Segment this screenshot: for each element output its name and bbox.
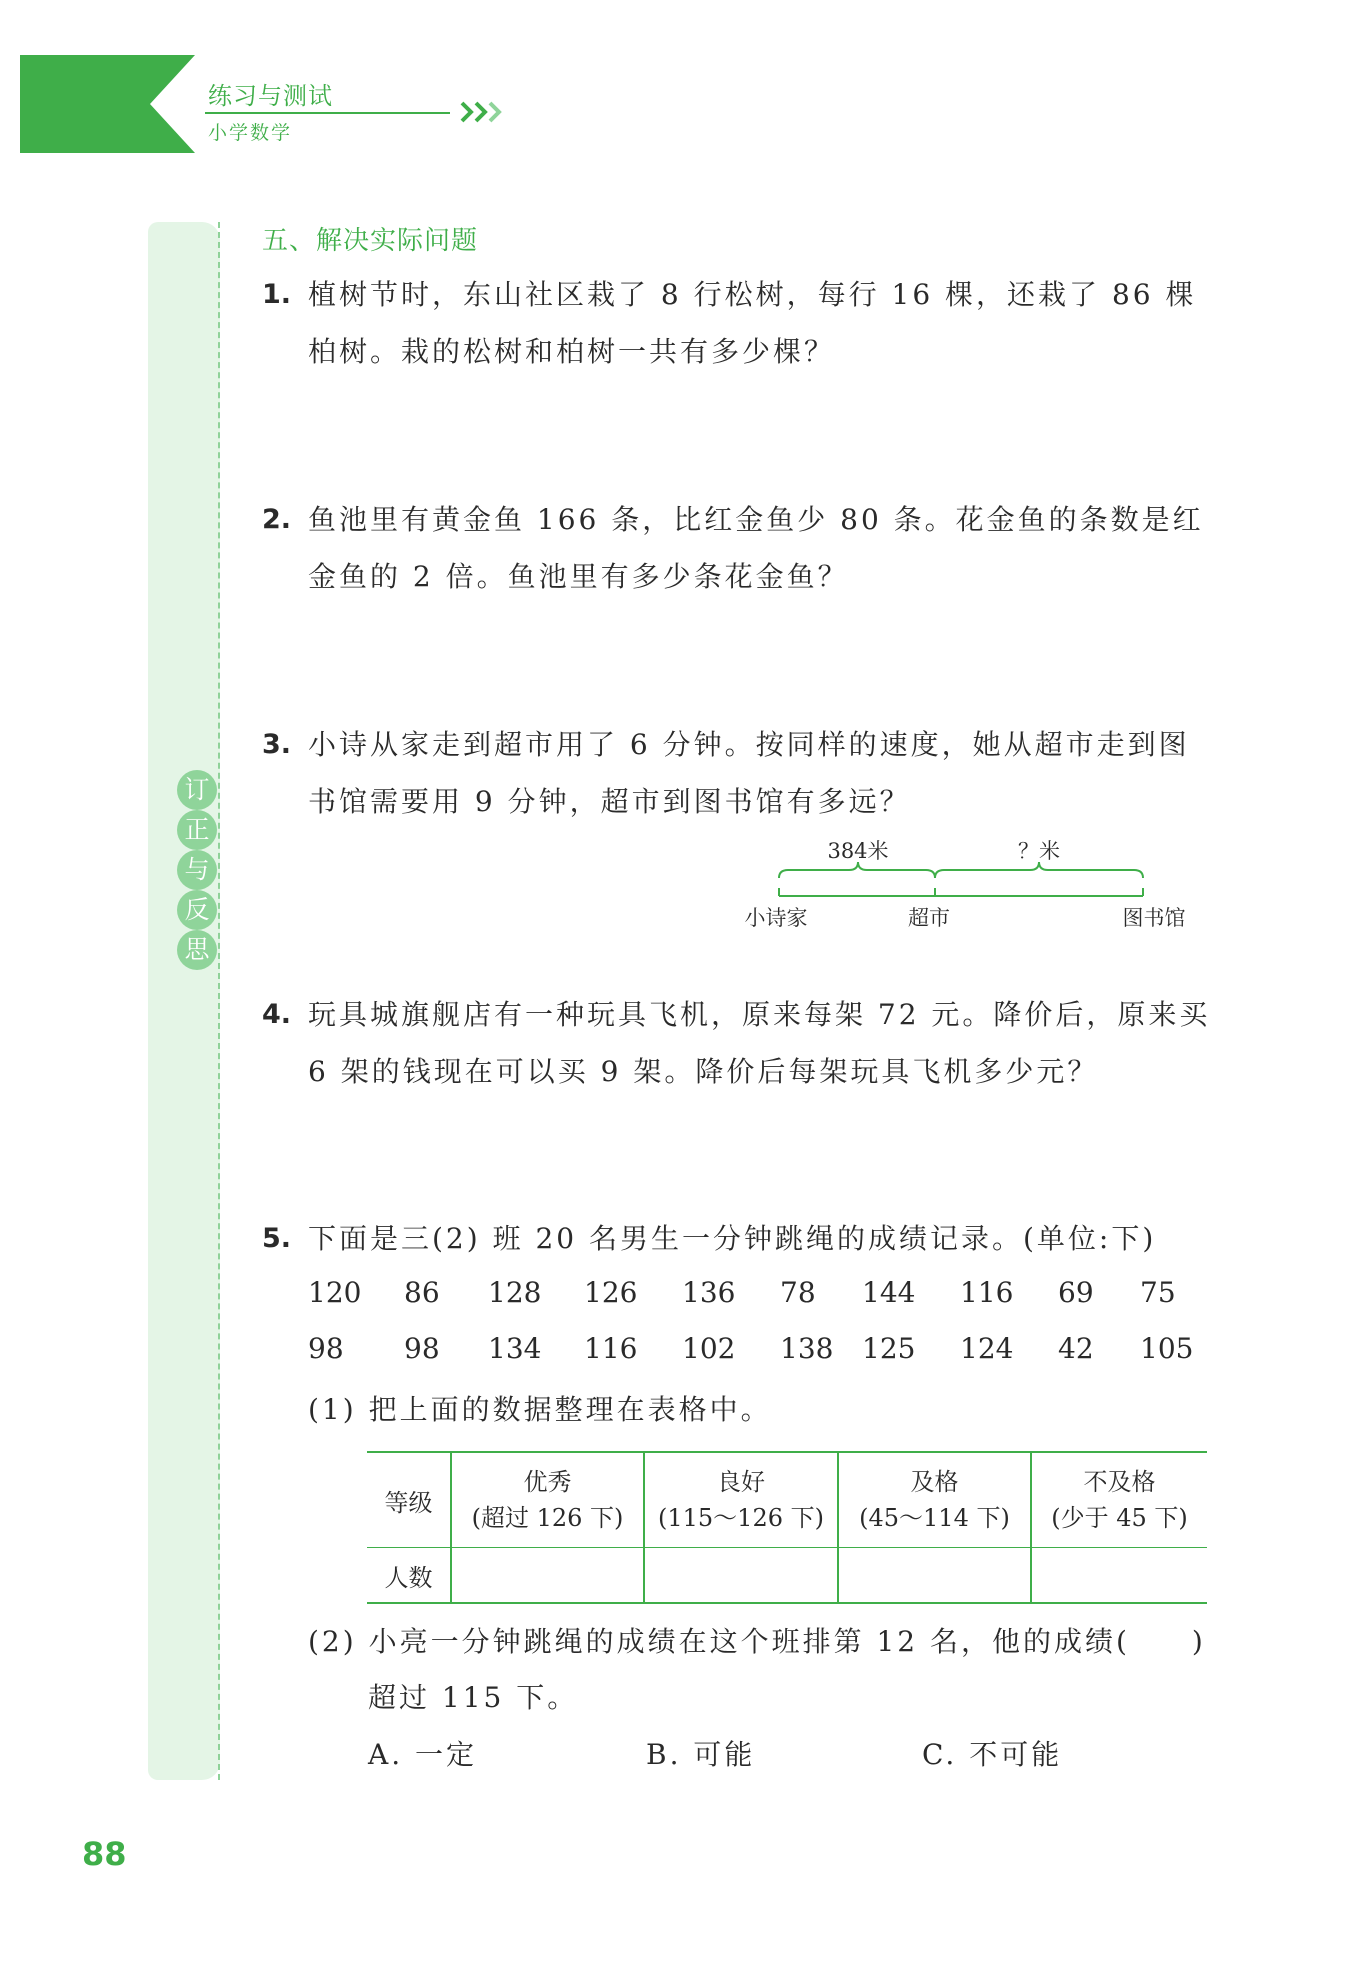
grade-table bbox=[367, 1451, 1207, 1604]
side-label-char: 反 bbox=[177, 890, 217, 930]
grade-range: (少于 45 下) bbox=[1051, 1504, 1188, 1532]
side-margin-band bbox=[148, 222, 220, 1780]
header-banner bbox=[20, 55, 195, 153]
score-value: 136 bbox=[682, 1276, 736, 1309]
score-value: 128 bbox=[488, 1276, 542, 1309]
diagram-point-market: 超市 bbox=[908, 906, 950, 930]
section-title: 五、解决实际问题 bbox=[262, 226, 479, 256]
sub-question-1: (1) 把上面的数据整理在表格中。 bbox=[308, 1393, 772, 1426]
header-subtitle: 小学数学 bbox=[208, 122, 293, 144]
diagram-point-library: 图书馆 bbox=[1122, 906, 1186, 930]
header-rule bbox=[205, 112, 450, 114]
correction-reflection-label bbox=[177, 770, 219, 970]
page-number: 88 bbox=[82, 1835, 127, 1873]
grade-range: (115～126 下) bbox=[658, 1504, 824, 1532]
score-value: 102 bbox=[682, 1332, 736, 1365]
diagram-label-left: 384米 bbox=[827, 839, 889, 863]
problem-text: 下面是三(2) 班 20 名男生一分钟跳绳的成绩记录。(单位:下) bbox=[308, 1222, 1157, 1255]
problem-number: 1. bbox=[262, 279, 292, 310]
side-label-char: 与 bbox=[177, 850, 217, 890]
score-value: 125 bbox=[862, 1332, 916, 1365]
diagram-point-home: 小诗家 bbox=[744, 906, 808, 930]
grade-fail bbox=[1031, 1452, 1207, 1548]
count-cell-excellent[interactable] bbox=[451, 1548, 644, 1604]
count-cell-good[interactable] bbox=[644, 1548, 838, 1604]
header-title: 练习与测试 bbox=[208, 82, 333, 110]
grade-name: 优秀 bbox=[523, 1468, 572, 1496]
diagram-label-right: ？米 bbox=[1018, 839, 1060, 863]
problem-3 bbox=[262, 716, 1212, 830]
problem-text: 植树节时，东山社区栽了 8 行松树，每行 16 棵，还栽了 86 棵柏树。栽的松树和柏树一共有多少棵？ bbox=[308, 278, 1197, 368]
side-label-char: 思 bbox=[177, 930, 217, 970]
problem-number: 4. bbox=[262, 999, 292, 1030]
score-value: 98 bbox=[404, 1332, 440, 1365]
score-value: 42 bbox=[1058, 1332, 1094, 1365]
grade-excellent bbox=[451, 1452, 644, 1548]
score-value: 138 bbox=[780, 1332, 834, 1365]
grade-name: 不及格 bbox=[1083, 1468, 1156, 1496]
score-value: 120 bbox=[308, 1276, 362, 1309]
problem-4 bbox=[262, 986, 1212, 1100]
sub-question-2-continued: 超过 115 下。 bbox=[368, 1681, 579, 1714]
score-value: 124 bbox=[960, 1332, 1014, 1365]
problem-text: 玩具城旗舰店有一种玩具飞机，原来每架 72 元。降价后，原来买 6 架的钱现在可以买 9 架。降价后每架玩具飞机多少元？ bbox=[308, 998, 1211, 1088]
score-value: 134 bbox=[488, 1332, 542, 1365]
option-c[interactable]: C. 不可能 bbox=[922, 1738, 1063, 1771]
problem-number: 3. bbox=[262, 729, 292, 760]
problem-text: 鱼池里有黄金鱼 166 条，比红金鱼少 80 条。花金鱼的条数是红金鱼的 2 倍。鱼池里有多少条花金鱼？ bbox=[308, 503, 1204, 593]
side-dashed-line bbox=[218, 222, 220, 1780]
option-a[interactable]: A. 一定 bbox=[368, 1738, 478, 1771]
score-value: 98 bbox=[308, 1332, 344, 1365]
score-value: 116 bbox=[960, 1276, 1014, 1309]
grade-good bbox=[644, 1452, 838, 1548]
score-value: 78 bbox=[780, 1276, 816, 1309]
problem-2 bbox=[262, 491, 1212, 605]
score-value: 69 bbox=[1058, 1276, 1094, 1309]
distance-diagram bbox=[730, 836, 1200, 936]
grade-name: 良好 bbox=[717, 1468, 765, 1496]
grade-name: 及格 bbox=[910, 1468, 959, 1496]
side-label-char: 正 bbox=[177, 810, 217, 850]
problem-text: 小诗从家走到超市用了 6 分钟。按同样的速度，她从超市走到图书馆需要用 9 分钟，超市到图书馆有多远？ bbox=[308, 728, 1190, 818]
option-b[interactable]: B. 可能 bbox=[646, 1738, 756, 1771]
row-header-grade: 等级 bbox=[367, 1452, 451, 1548]
side-label-char: 订 bbox=[177, 770, 217, 810]
problem-5 bbox=[262, 1210, 1212, 1267]
grade-pass bbox=[838, 1452, 1031, 1548]
score-value: 144 bbox=[862, 1276, 916, 1309]
score-value: 105 bbox=[1140, 1332, 1194, 1365]
diagram-brace-right bbox=[935, 862, 1143, 878]
grade-range: (45～114 下) bbox=[859, 1504, 1010, 1532]
count-cell-pass[interactable] bbox=[838, 1548, 1031, 1604]
problem-number: 2. bbox=[262, 504, 292, 535]
diagram-brace-left bbox=[779, 862, 935, 878]
sub-question-2: (2) 小亮一分钟跳绳的成绩在这个班排第 12 名，他的成绩( ) bbox=[308, 1625, 1206, 1658]
score-value: 86 bbox=[404, 1276, 440, 1309]
row-header-count: 人数 bbox=[367, 1548, 451, 1604]
score-value: 116 bbox=[584, 1332, 638, 1365]
count-cell-fail[interactable] bbox=[1031, 1548, 1207, 1604]
score-value: 126 bbox=[584, 1276, 638, 1309]
problem-number: 5. bbox=[262, 1223, 292, 1254]
score-value: 75 bbox=[1140, 1276, 1176, 1309]
problem-1 bbox=[262, 266, 1212, 380]
grade-range: (超过 126 下) bbox=[471, 1504, 624, 1532]
chevron-right-icon bbox=[460, 99, 506, 125]
